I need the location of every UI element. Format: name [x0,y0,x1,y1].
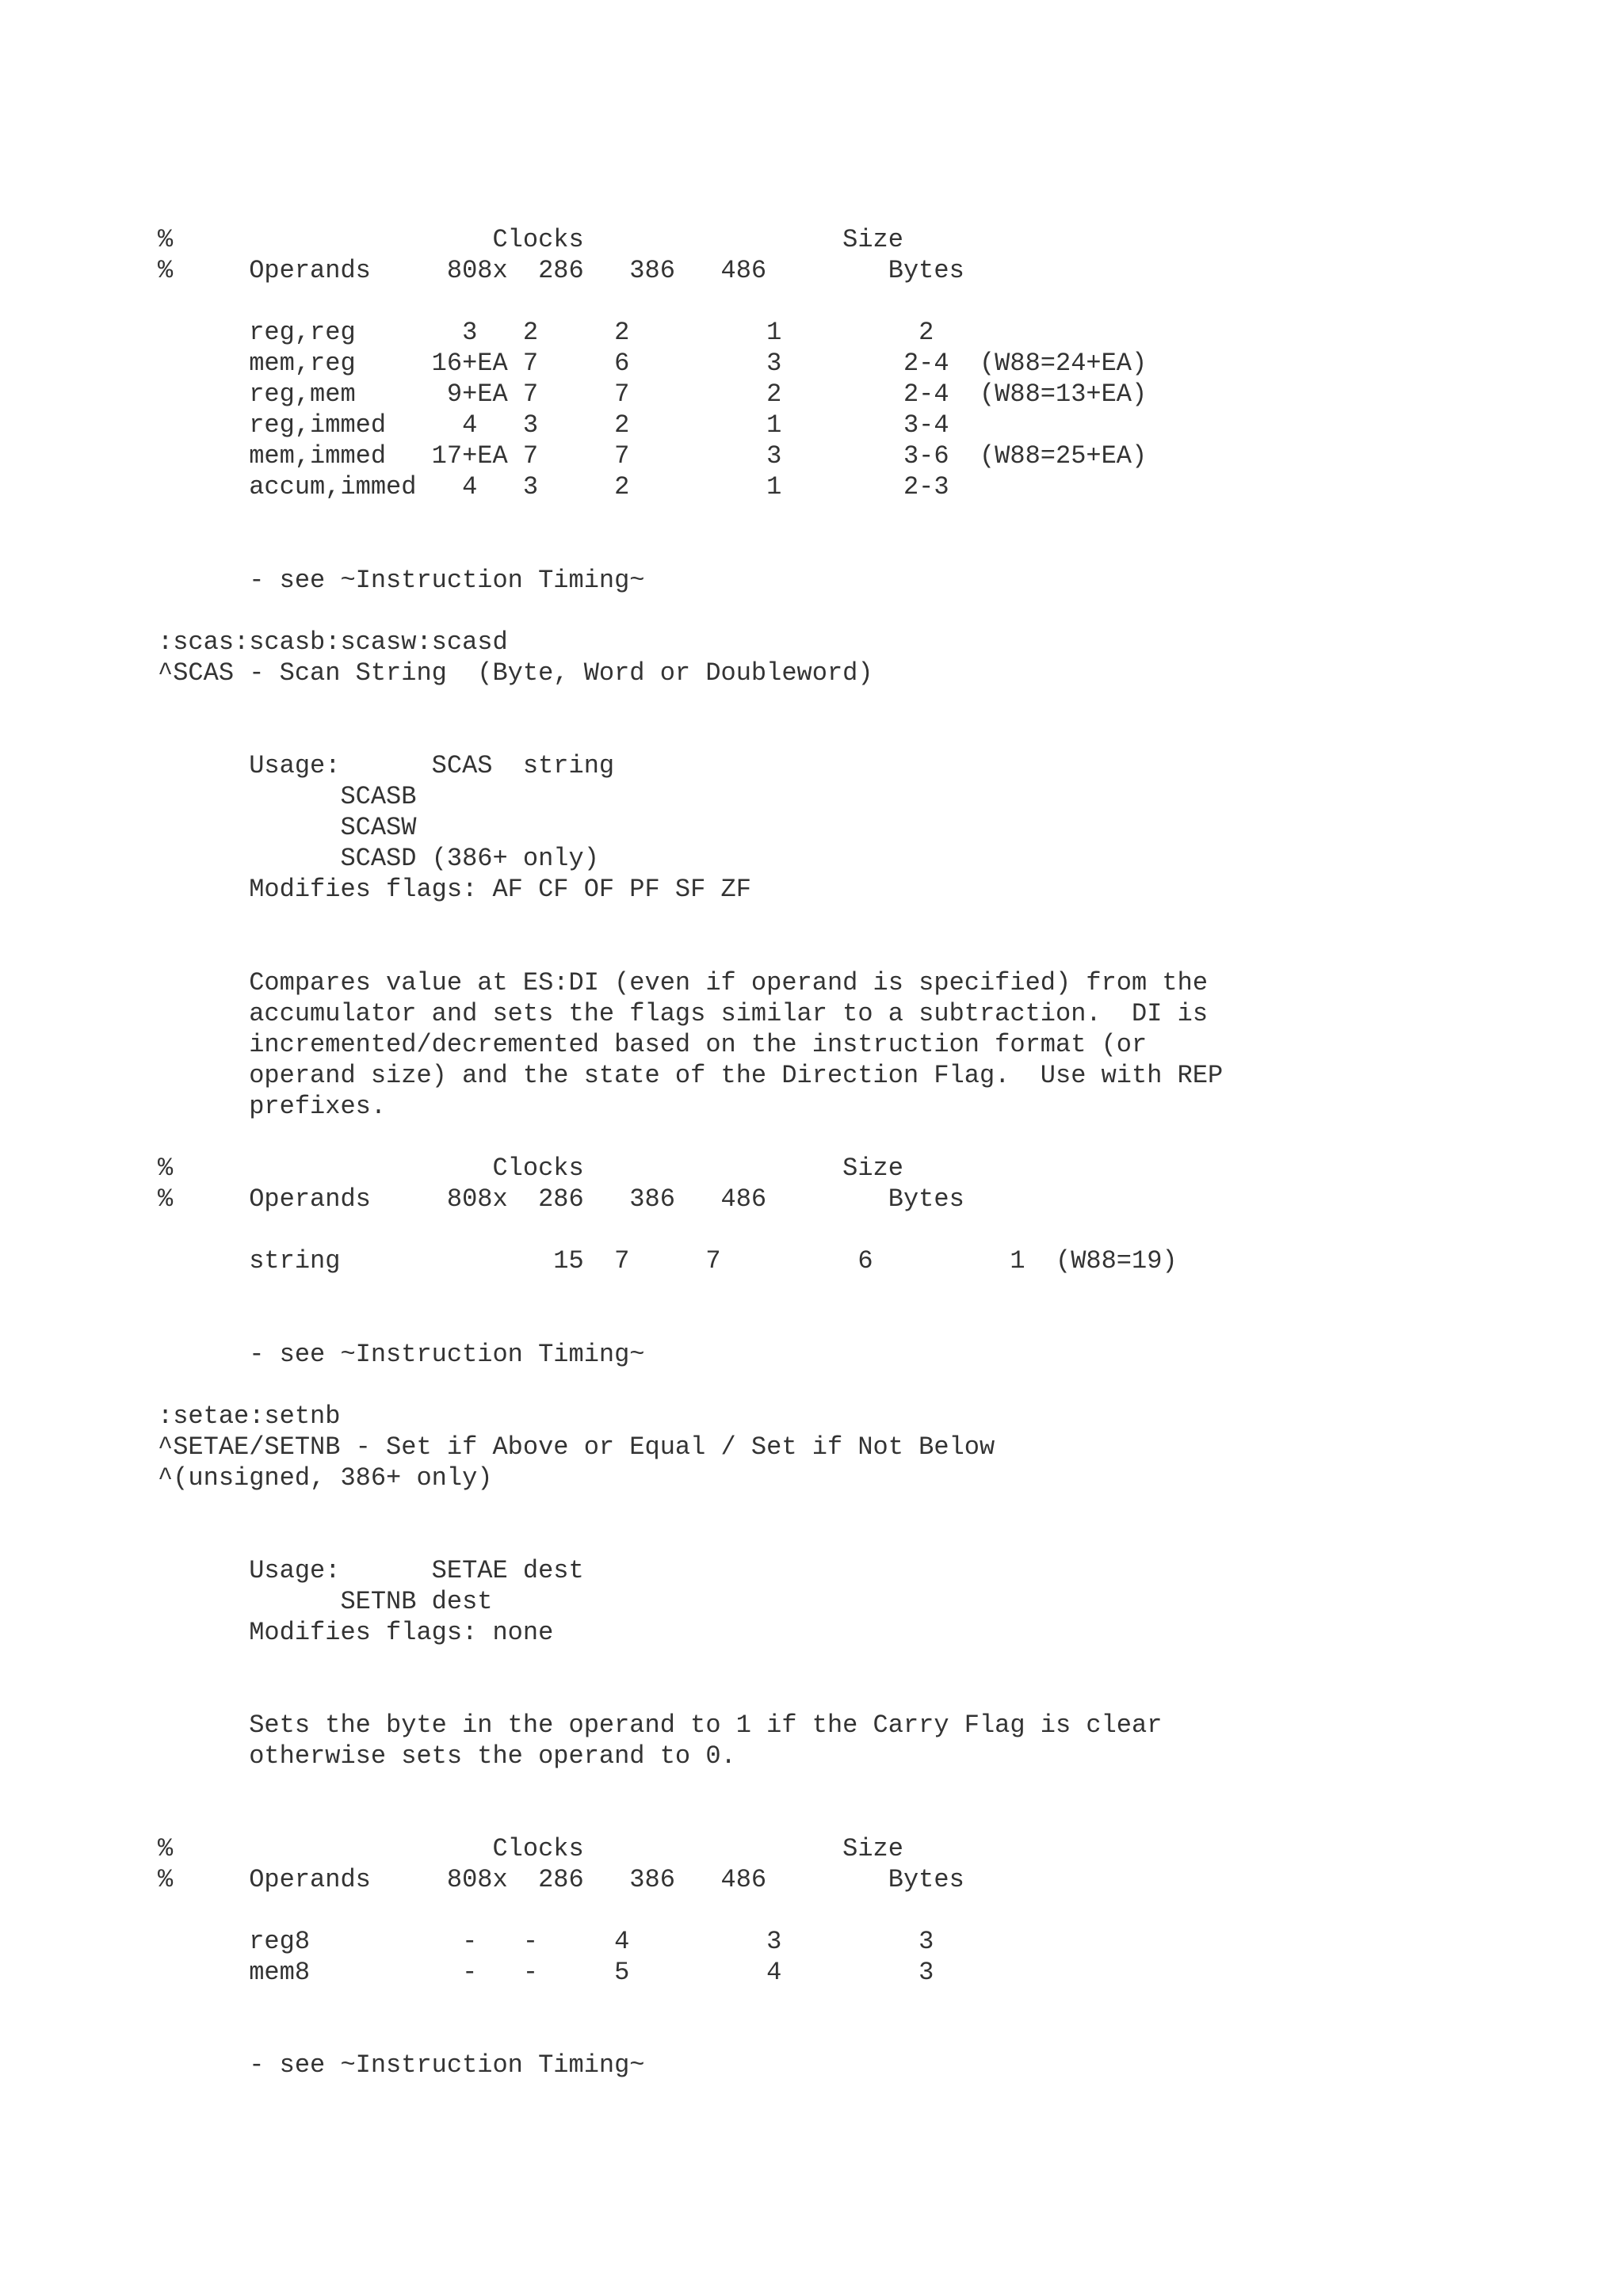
text-line: mem8 - - 5 4 3 [158,1958,934,1987]
text-line: reg,immed 4 3 2 1 3-4 [158,410,949,440]
text-line: % Operands 808x 286 386 486 Bytes [158,256,964,285]
text-line: otherwise sets the operand to 0. [158,1741,736,1771]
text-line: accumulator and sets the flags similar to a subtraction. DI is [158,999,1209,1028]
text-line: ^SETAE/SETNB - Set if Above or Equal / Set if Not Below [158,1432,995,1462]
text-line: SCASD (386+ only) [158,844,599,873]
text-line: % Operands 808x 286 386 486 Bytes [158,1865,964,1894]
text-line: - see ~Instruction Timing~ [158,2050,645,2080]
text-line: prefixes. [158,1092,387,1121]
text-line: incremented/decremented based on the instruction format (or [158,1030,1148,1059]
text-line: SETNB dest [158,1587,493,1616]
text-line: Modifies flags: AF CF OF PF SF ZF [158,875,751,904]
text-line: string 15 7 7 6 1 (W88=19) [158,1246,1178,1276]
text-line: Usage: SETAE dest [158,1556,584,1585]
text-line: % Clocks Size [158,225,903,254]
text-line: SCASB [158,782,417,811]
text-line: reg,mem 9+EA 7 7 2 2-4 (W88=13+EA) [158,379,1148,409]
text-line: operand size) and the state of the Direction Flag. Use with REP [158,1061,1224,1090]
text-line: % Clocks Size [158,1834,903,1863]
text-line: :setae:setnb [158,1402,341,1431]
text-line: reg8 - - 4 3 3 [158,1927,934,1956]
text-line: Modifies flags: none [158,1618,554,1647]
text-line: % Clocks Size [158,1154,903,1183]
text-line: Compares value at ES:DI (even if operand is specified) from the [158,968,1209,997]
text-line: % Operands 808x 286 386 486 Bytes [158,1184,964,1214]
text-line: :scas:scasb:scasw:scasd [158,627,508,657]
text-line: reg,reg 3 2 2 1 2 [158,318,934,347]
text-line: mem,immed 17+EA 7 7 3 3-6 (W88=25+EA) [158,441,1148,471]
text-line: - see ~Instruction Timing~ [158,1340,645,1369]
text-line: - see ~Instruction Timing~ [158,566,645,595]
text-line: Usage: SCAS string [158,751,615,780]
text-line: ^(unsigned, 386+ only) [158,1463,493,1493]
text-line: accum,immed 4 3 2 1 2-3 [158,472,949,502]
text-line: Sets the byte in the operand to 1 if the Carry Flag is clear [158,1711,1163,1740]
text-line: ^SCAS - Scan String (Byte, Word or Doubleword) [158,658,873,688]
text-line: mem,reg 16+EA 7 6 3 2-4 (W88=24+EA) [158,349,1148,378]
text-line: SCASW [158,813,417,842]
